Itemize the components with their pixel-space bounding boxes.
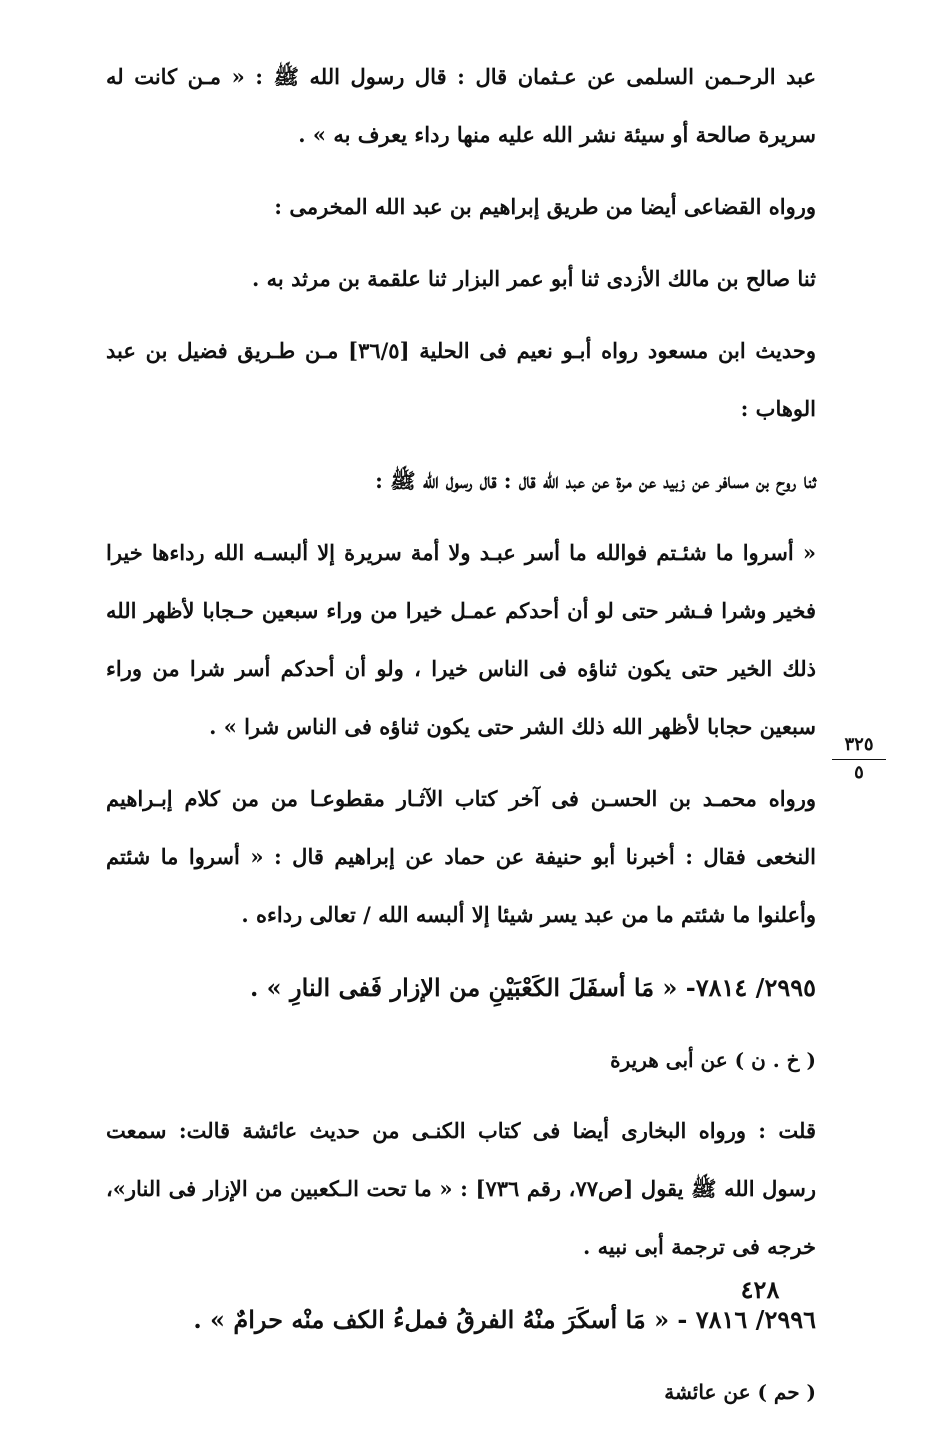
hadith-2995-heading: ٢٩٩٥/ ٧٨١٤- « مَا أسفَلَ الكَعْبَيْنِ من الإزار فَفى النارِ » .	[249, 973, 816, 1002]
hadith-2996-heading: ٢٩٩٦/ ٧٨١٦ - « مَا أسكَرَ منْهُ الفرقُ فملءُ الكف منْه حرامٌ » .	[193, 1305, 816, 1334]
hadith-2995-source: ( خ . ن ) عن أبى هريرة	[610, 1048, 816, 1072]
paragraph-commentary: قلت : ورواه البخارى أيضا فى كتاب الكنـى من حديث عائشة قالت: سمعت رسول الله ﷺ يقول [ص٧٧، رقم ٧٣٦] : « ما تحت الـكعبين من الإزار فى النار»، خرجه فى ترجمة أبى نبيه .	[106, 1118, 816, 1259]
paragraph-7: ورواه محمـد بن الحسـن فى آخر كتاب الآثـار مقطوعـا من من كلام إبـراهيم النخعى فقال : أخبرنا أبو حنيفة عن حماد عن إبراهيم قال : « أسروا ما شئتم وأعلنوا ما شئتم ما من عبد يسر شيئا إلا ألبسه الله / تعالى رداءه .	[106, 786, 816, 927]
paragraph-3: ثنا صالح بن مالك الأزدى ثنا أبو عمر البزار ثنا علقمة بن مرثد به .	[252, 266, 816, 291]
paragraph-6-hadith-text: « أسروا ما شئـتم فوالله ما أسر عبـد ولا أمة سريرة إلا ألبسـه الله رداءها خيرا فخير وشرا فـشر حتى لو أن أحدكم عمـل خيرا من وراء سبعين حـجابا لأظهر الله ذلك الخير حتى يكون ثناؤه فى الناس خيرا ، ولو أن أحدكم أسر شرا من وراء سبعين حجابا لأظهر الله ذلك الشر حتى يكون ثناؤه فى الناس شرا » .	[106, 540, 816, 739]
margin-reference-page: ٣٢٥	[844, 734, 874, 755]
paragraph-4: وحديث ابن مسعود رواه أبـو نعيم فى الحلية [٣٦/٥] مـن طـريق فضيل بن عبد الوهاب :	[106, 338, 817, 421]
paragraph-5: ثنا روح بن مسافر عن زبيد عن مرة عن عبد الله قال : قال رسول الله ﷺ :	[375, 468, 816, 493]
margin-reference-volume: ٥	[854, 762, 864, 783]
paragraph-2: ورواه القضاعى أيضا من طريق إبراهيم بن عبد الله المخرمى :	[274, 194, 816, 219]
main-text	[106, 48, 816, 1434]
hadith-2996-source: ( حم ) عن عائشة	[664, 1380, 816, 1404]
page-number: ٤٢٨	[740, 1275, 780, 1304]
paragraph-1: عبد الرحـمن السلمى عن عـثمان قال : قال رسول الله ﷺ : « مـن كانت له سريرة صالحة أو سيئة نشر الله عليه منها رداء يعرف به » .	[106, 64, 816, 147]
margin-reference	[832, 734, 886, 783]
margin-reference-divider	[832, 759, 886, 760]
